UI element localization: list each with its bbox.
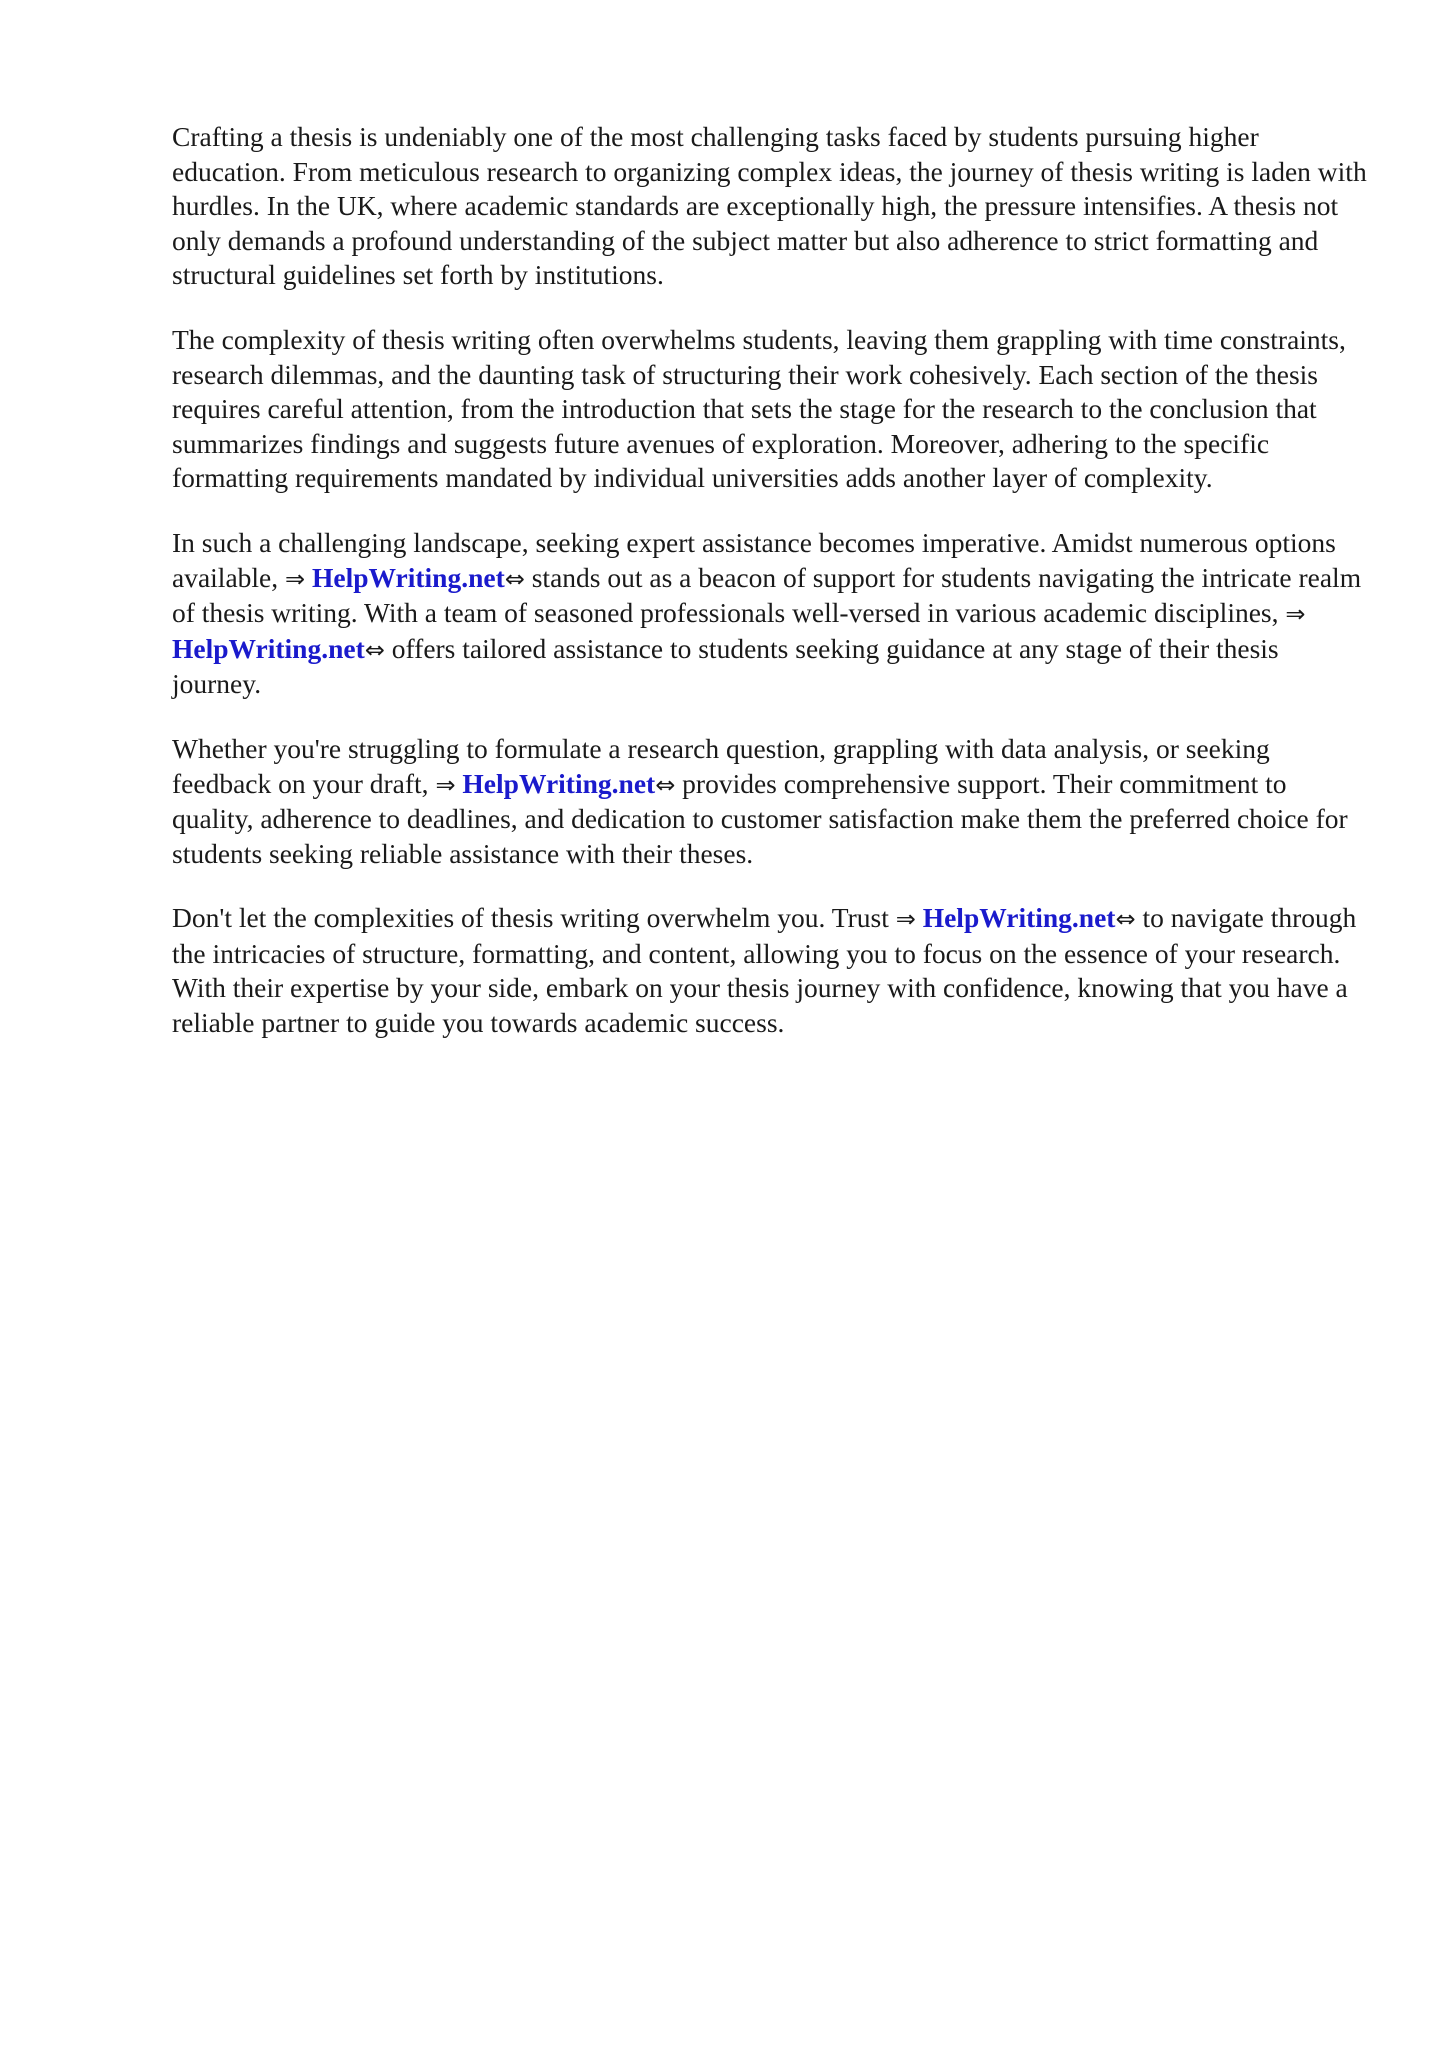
arrow-right-icon: ⇒ xyxy=(895,905,916,934)
paragraph-4-text-b: provides comprehensive support. Their commitment to quality, adherence to deadlines, and dedication to customer satisfaction make them the preferred choice for students seeking reliable assistance with their theses. xyxy=(172,767,1348,869)
helpwriting-link[interactable]: HelpWriting.net xyxy=(311,561,505,593)
helpwriting-link[interactable]: HelpWriting.net xyxy=(172,632,365,664)
document-body xyxy=(172,120,1372,1071)
paragraph-5-text-b: to navigate through the intricacies of structure, formatting, and content, allowing you to focus on the essence of your research. With their expertise by your side, embark on your thesis journey with confidence, knowing that you have a reliable partner to guide you towards academic success. xyxy=(172,902,1357,1039)
paragraph-2 xyxy=(172,323,1372,496)
paragraph-4 xyxy=(172,732,1372,871)
paragraph-1-text: Crafting a thesis is undeniably one of the most challenging tasks faced by students pursuing higher education. From meticulous research to organizing complex ideas, the journey of thesis writing is laden with hurdles. In the UK, where academic standards are exceptionally high, the pressure intensifies. A thesis not only demands a profound understanding of the subject matter but also adherence to strict formatting and structural guidelines set forth by institutions. xyxy=(172,121,1367,291)
paragraph-3 xyxy=(172,526,1372,702)
arrow-right-icon: ⇒ xyxy=(435,770,456,799)
arrow-both-icon: ⇔ xyxy=(364,635,385,664)
paragraph-3-text-a: In such a challenging landscape, seeking expert assistance becomes imperative. Amidst numerous options available, xyxy=(172,526,1336,593)
arrow-right-icon: ⇒ xyxy=(1285,600,1306,629)
arrow-right-icon: ⇒ xyxy=(285,564,306,593)
arrow-both-icon: ⇔ xyxy=(1115,905,1136,934)
paragraph-5 xyxy=(172,901,1372,1040)
paragraph-5-text-a: Don't let the complexities of thesis writing overwhelm you. Trust xyxy=(172,902,889,934)
paragraph-2-text: The complexity of thesis writing often overwhelms students, leaving them grappling with time constraints, research dilemmas, and the daunting task of structuring their work cohesively. Each section of the thesis requires careful attention, from the introduction that sets the stage for the research to the conclusion that summarizes findings and suggests future avenues of exploration. Moreover, adhering to the specific formatting requirements mandated by individual universities adds another layer of complexity. xyxy=(172,323,1346,494)
helpwriting-link[interactable]: HelpWriting.net xyxy=(922,902,1116,934)
paragraph-1 xyxy=(172,120,1372,293)
arrow-both-icon: ⇔ xyxy=(655,770,676,799)
helpwriting-link[interactable]: HelpWriting.net xyxy=(462,767,656,799)
arrow-both-icon: ⇔ xyxy=(504,564,525,593)
paragraph-3-text-c: offers tailored assistance to students seeking guidance at any stage of their thesis journey. xyxy=(172,632,1279,700)
paragraph-3-text-b: stands out as a beacon of support for students navigating the intricate realm of thesis writing. With a team of seasoned professionals well-versed in various academic disciplines, xyxy=(172,561,1362,629)
paragraph-4-text-a: Whether you're struggling to formulate a research question, grappling with data analysis, or seeking feedback on your draft, xyxy=(172,732,1270,799)
